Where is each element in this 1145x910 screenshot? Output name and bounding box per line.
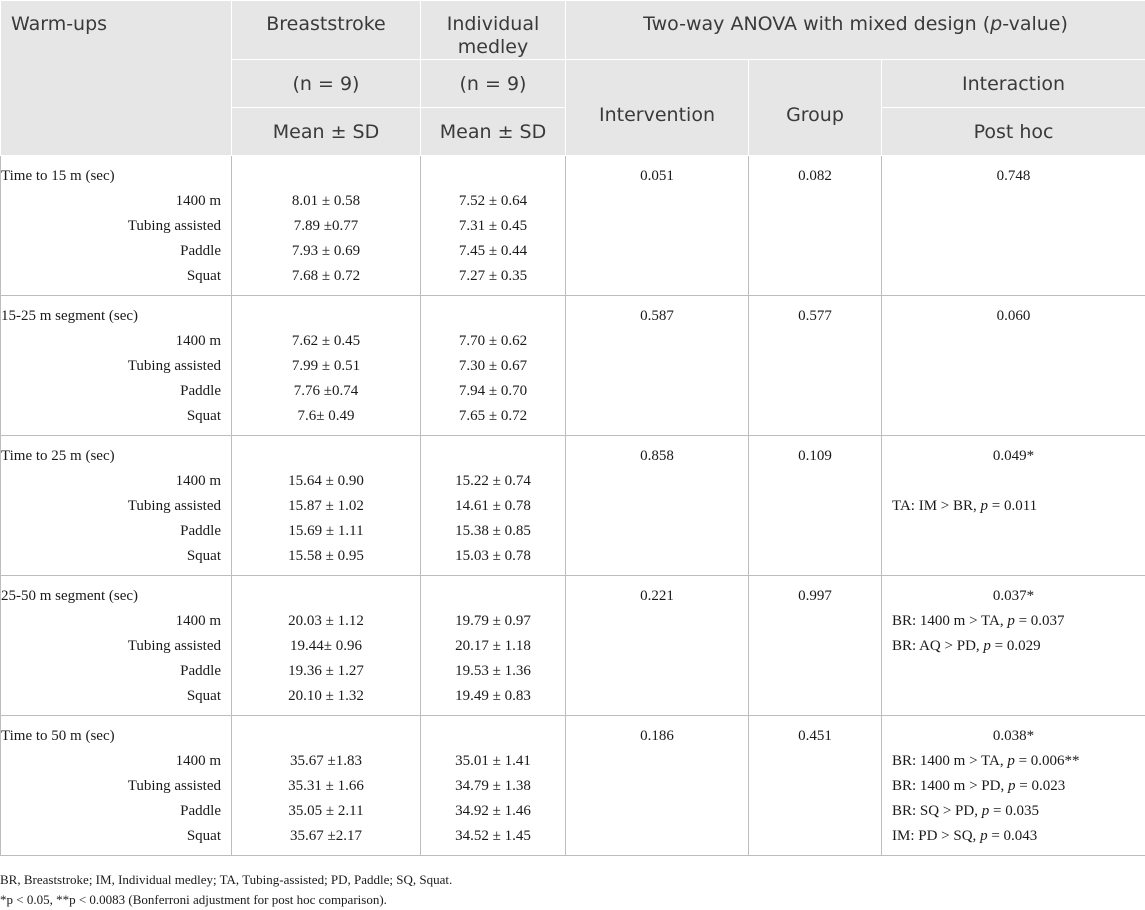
group-p-cell (749, 576, 882, 716)
condition-label: Paddle (1, 523, 231, 548)
table-row (1, 156, 1145, 296)
breaststroke-value: 7.62 ± 0.45 (232, 333, 420, 358)
breaststroke-values-cell (232, 716, 421, 856)
intervention-p-value: 0.051 (566, 168, 748, 193)
group-p-value: 0.577 (749, 308, 881, 333)
interaction-cell (882, 576, 1145, 716)
post-hoc-result (882, 663, 1145, 688)
header-n-br: (n = 9) (232, 60, 421, 108)
header-anova: Two-way ANOVA with mixed design (p-value) (566, 1, 1145, 60)
individual-medley-values-cell (421, 296, 566, 436)
group-p-cell (749, 716, 882, 856)
condition-label: 1400 m (1, 333, 231, 358)
measure-label: Time to 15 m (sec) (1, 168, 231, 193)
header-mean-sd-im: Mean ± SD (421, 108, 566, 156)
breaststroke-value: 15.87 ± 1.02 (232, 498, 420, 523)
measure-cell (1, 156, 232, 296)
individual-medley-value: 15.22 ± 0.74 (421, 473, 565, 498)
group-p-cell (749, 436, 882, 576)
breaststroke-value: 7.99 ± 0.51 (232, 358, 420, 383)
measure-label: 25-50 m segment (sec) (1, 588, 231, 613)
condition-label: 1400 m (1, 473, 231, 498)
condition-label: Paddle (1, 803, 231, 828)
interaction-p-value: 0.748 (882, 168, 1145, 193)
group-p-cell (749, 296, 882, 436)
post-hoc-result (882, 193, 1145, 218)
condition-label: Paddle (1, 243, 231, 268)
post-hoc-result: IM: PD > SQ, p = 0.043 (882, 828, 1145, 853)
interaction-cell (882, 296, 1145, 436)
post-hoc-result (882, 523, 1145, 548)
individual-medley-value: 7.27 ± 0.35 (421, 268, 565, 293)
group-p-value: 0.082 (749, 168, 881, 193)
post-hoc-result (882, 383, 1145, 408)
table-row (1, 576, 1145, 716)
interaction-cell (882, 156, 1145, 296)
condition-label: Paddle (1, 663, 231, 688)
group-p-value: 0.997 (749, 588, 881, 613)
interaction-p-value: 0.037* (882, 588, 1145, 613)
group-p-value: 0.109 (749, 448, 881, 473)
condition-label: 1400 m (1, 613, 231, 638)
breaststroke-value: 15.69 ± 1.11 (232, 523, 420, 548)
measure-label: Time to 25 m (sec) (1, 448, 231, 473)
individual-medley-value: 15.38 ± 0.85 (421, 523, 565, 548)
header-post-hoc: Post hoc (882, 108, 1145, 156)
footnote-significance: *p < 0.05, **p < 0.0083 (Bonferroni adjustment for post hoc comparison). (0, 890, 452, 910)
individual-medley-values-cell (421, 576, 566, 716)
table-footnotes (0, 870, 452, 910)
post-hoc-result: BR: 1400 m > PD, p = 0.023 (882, 778, 1145, 803)
breaststroke-value: 7.93 ± 0.69 (232, 243, 420, 268)
header-breaststroke: Breaststroke (232, 1, 421, 60)
individual-medley-value: 7.94 ± 0.70 (421, 383, 565, 408)
post-hoc-result (882, 408, 1145, 433)
individual-medley-value: 14.61 ± 0.78 (421, 498, 565, 523)
breaststroke-values-cell (232, 296, 421, 436)
post-hoc-result: TA: IM > BR, p = 0.011 (882, 498, 1145, 523)
condition-label: 1400 m (1, 193, 231, 218)
breaststroke-values-cell (232, 436, 421, 576)
interaction-p-value: 0.038* (882, 728, 1145, 753)
breaststroke-value: 35.67 ±1.83 (232, 753, 420, 778)
condition-label: Tubing assisted (1, 218, 231, 243)
breaststroke-value: 7.89 ±0.77 (232, 218, 420, 243)
individual-medley-value: 7.70 ± 0.62 (421, 333, 565, 358)
interaction-p-value: 0.060 (882, 308, 1145, 333)
header-n-im: (n = 9) (421, 60, 566, 108)
breaststroke-value: 7.6± 0.49 (232, 408, 420, 433)
header-mean-sd-br: Mean ± SD (232, 108, 421, 156)
individual-medley-value: 34.79 ± 1.38 (421, 778, 565, 803)
table-row (1, 716, 1145, 856)
individual-medley-value: 19.53 ± 1.36 (421, 663, 565, 688)
measure-cell (1, 436, 232, 576)
individual-medley-value: 7.65 ± 0.72 (421, 408, 565, 433)
breaststroke-values-cell (232, 576, 421, 716)
individual-medley-value: 7.45 ± 0.44 (421, 243, 565, 268)
header-intervention: Intervention (566, 60, 749, 156)
intervention-p-value: 0.186 (566, 728, 748, 753)
individual-medley-values-cell (421, 436, 566, 576)
condition-label: Squat (1, 688, 231, 713)
post-hoc-result (882, 473, 1145, 498)
post-hoc-result (882, 333, 1145, 358)
condition-label: Tubing assisted (1, 498, 231, 523)
breaststroke-value: 20.10 ± 1.32 (232, 688, 420, 713)
interaction-cell (882, 716, 1145, 856)
breaststroke-value: 35.05 ± 2.11 (232, 803, 420, 828)
breaststroke-values-cell (232, 156, 421, 296)
intervention-p-cell (566, 576, 749, 716)
intervention-p-cell (566, 156, 749, 296)
condition-label: Squat (1, 548, 231, 573)
intervention-p-cell (566, 296, 749, 436)
breaststroke-value: 15.58 ± 0.95 (232, 548, 420, 573)
individual-medley-value: 20.17 ± 1.18 (421, 638, 565, 663)
header-interaction: Interaction (882, 60, 1145, 108)
group-p-value: 0.451 (749, 728, 881, 753)
condition-label: Tubing assisted (1, 778, 231, 803)
header-individual-medley: Individual medley (421, 1, 566, 60)
intervention-p-cell (566, 436, 749, 576)
individual-medley-value: 15.03 ± 0.78 (421, 548, 565, 573)
individual-medley-value: 7.30 ± 0.67 (421, 358, 565, 383)
individual-medley-values-cell (421, 156, 566, 296)
condition-label: 1400 m (1, 753, 231, 778)
condition-label: Squat (1, 828, 231, 853)
measure-label: 15-25 m segment (sec) (1, 308, 231, 333)
table-row (1, 436, 1145, 576)
table-row (1, 296, 1145, 436)
breaststroke-value: 8.01 ± 0.58 (232, 193, 420, 218)
post-hoc-result (882, 268, 1145, 293)
condition-label: Paddle (1, 383, 231, 408)
breaststroke-value: 20.03 ± 1.12 (232, 613, 420, 638)
breaststroke-value: 19.36 ± 1.27 (232, 663, 420, 688)
breaststroke-value: 19.44± 0.96 (232, 638, 420, 663)
measure-cell (1, 296, 232, 436)
post-hoc-result (882, 688, 1145, 713)
intervention-p-cell (566, 716, 749, 856)
condition-label: Tubing assisted (1, 638, 231, 663)
measure-cell (1, 576, 232, 716)
individual-medley-values-cell (421, 716, 566, 856)
intervention-p-value: 0.587 (566, 308, 748, 333)
breaststroke-value: 7.68 ± 0.72 (232, 268, 420, 293)
post-hoc-result: BR: SQ > PD, p = 0.035 (882, 803, 1145, 828)
condition-label: Tubing assisted (1, 358, 231, 383)
individual-medley-value: 35.01 ± 1.41 (421, 753, 565, 778)
measure-label: Time to 50 m (sec) (1, 728, 231, 753)
individual-medley-value: 7.52 ± 0.64 (421, 193, 565, 218)
post-hoc-result: BR: 1400 m > TA, p = 0.006** (882, 753, 1145, 778)
individual-medley-value: 19.49 ± 0.83 (421, 688, 565, 713)
interaction-cell (882, 436, 1145, 576)
header-group: Group (749, 60, 882, 156)
condition-label: Squat (1, 408, 231, 433)
individual-medley-value: 34.52 ± 1.45 (421, 828, 565, 853)
interaction-p-value: 0.049* (882, 448, 1145, 473)
intervention-p-value: 0.221 (566, 588, 748, 613)
measure-cell (1, 716, 232, 856)
individual-medley-value: 19.79 ± 0.97 (421, 613, 565, 638)
footnote-abbreviations: BR, Breaststroke; IM, Individual medley; TA, Tubing-assisted; PD, Paddle; SQ, Squat. (0, 870, 452, 890)
post-hoc-result (882, 358, 1145, 383)
breaststroke-value: 35.31 ± 1.66 (232, 778, 420, 803)
breaststroke-value: 35.67 ±2.17 (232, 828, 420, 853)
post-hoc-result: BR: 1400 m > TA, p = 0.037 (882, 613, 1145, 638)
intervention-p-value: 0.858 (566, 448, 748, 473)
individual-medley-value: 34.92 ± 1.46 (421, 803, 565, 828)
post-hoc-result: BR: AQ > PD, p = 0.029 (882, 638, 1145, 663)
condition-label: Squat (1, 268, 231, 293)
post-hoc-result (882, 243, 1145, 268)
individual-medley-value: 7.31 ± 0.45 (421, 218, 565, 243)
group-p-cell (749, 156, 882, 296)
post-hoc-result (882, 218, 1145, 243)
breaststroke-value: 7.76 ±0.74 (232, 383, 420, 408)
header-warmups: Warm-ups (1, 1, 232, 156)
breaststroke-value: 15.64 ± 0.90 (232, 473, 420, 498)
post-hoc-result (882, 548, 1145, 573)
